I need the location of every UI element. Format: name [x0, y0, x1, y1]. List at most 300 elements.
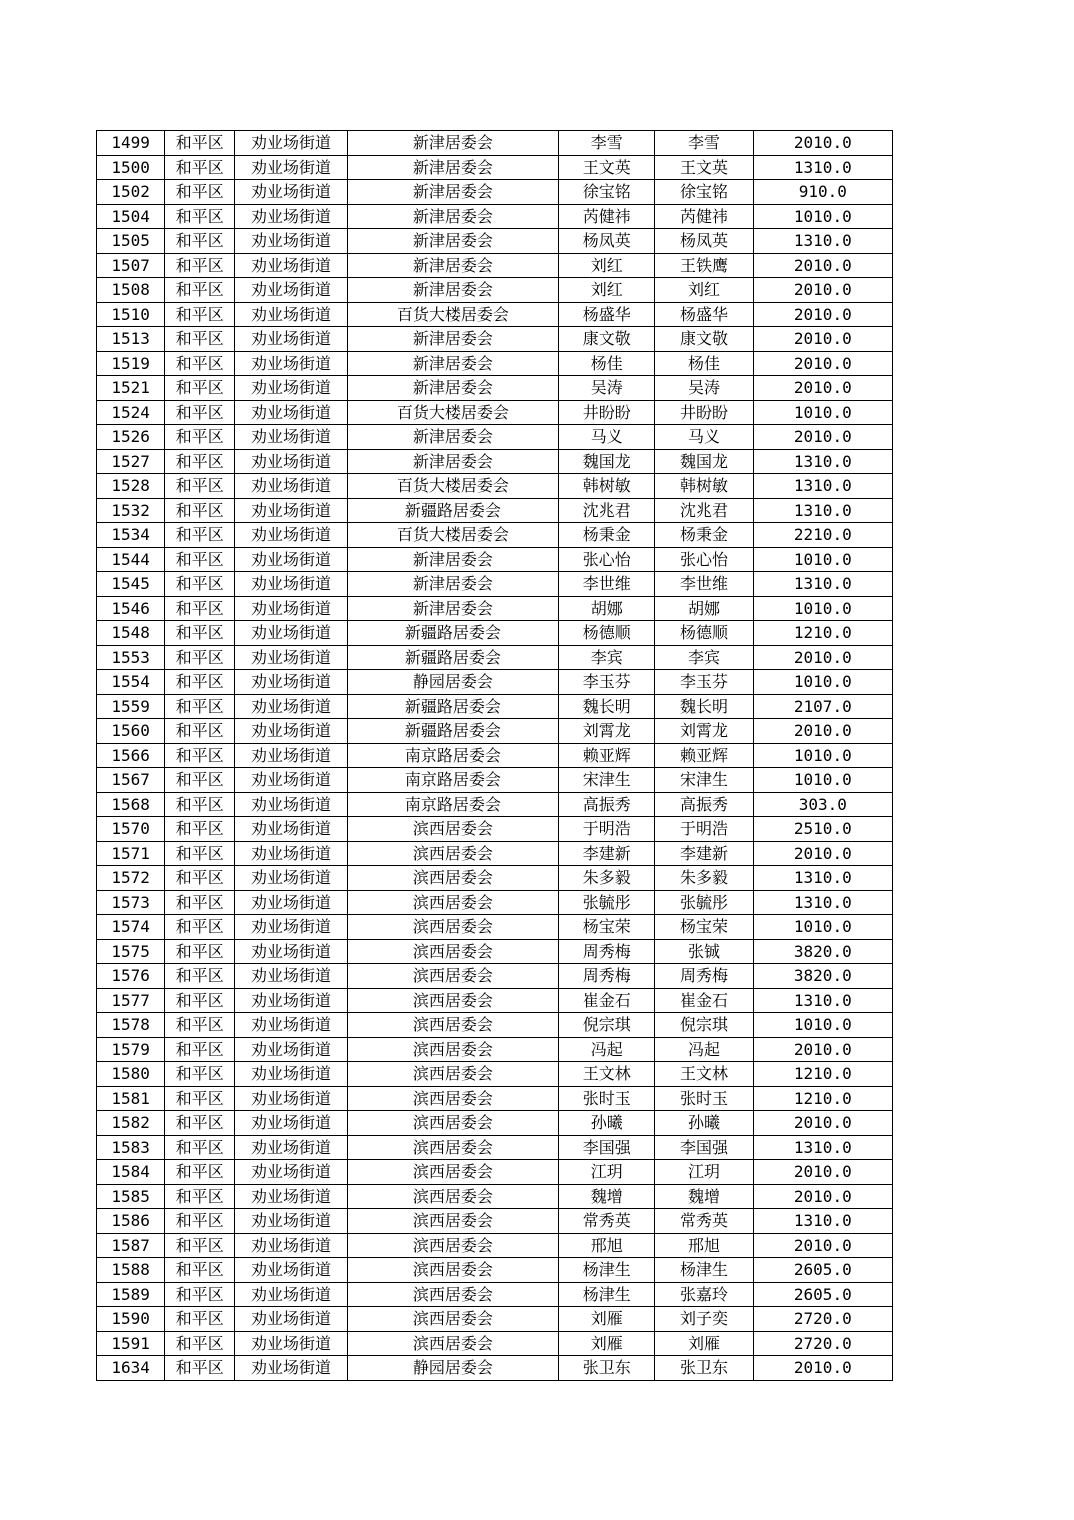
- amount-cell: 2010.0: [753, 131, 892, 156]
- applicant-cell: 李建新: [559, 841, 655, 866]
- community-cell: 滨西居委会: [347, 1086, 559, 1111]
- amount-cell: 1010.0: [753, 204, 892, 229]
- community-cell: 新津居委会: [347, 155, 559, 180]
- table-row: [97, 351, 893, 376]
- table-row: [97, 1086, 893, 1111]
- recipient-cell: 李建新: [655, 841, 753, 866]
- record-id-cell: 1589: [97, 1282, 165, 1307]
- district-cell: 和平区: [165, 670, 235, 695]
- record-id-cell: 1507: [97, 253, 165, 278]
- street-cell: 劝业场街道: [235, 645, 347, 670]
- district-cell: 和平区: [165, 915, 235, 940]
- record-id-cell: 1545: [97, 572, 165, 597]
- recipient-cell: 魏国龙: [655, 449, 753, 474]
- recipient-cell: 张嘉玲: [655, 1282, 753, 1307]
- street-cell: 劝业场街道: [235, 449, 347, 474]
- street-cell: 劝业场街道: [235, 1282, 347, 1307]
- district-cell: 和平区: [165, 768, 235, 793]
- community-cell: 滨西居委会: [347, 1111, 559, 1136]
- district-cell: 和平区: [165, 719, 235, 744]
- community-cell: 静园居委会: [347, 1356, 559, 1381]
- street-cell: 劝业场街道: [235, 572, 347, 597]
- table-row: [97, 743, 893, 768]
- table-row: [97, 1111, 893, 1136]
- district-cell: 和平区: [165, 1062, 235, 1087]
- community-cell: 新津居委会: [347, 425, 559, 450]
- amount-cell: 2010.0: [753, 302, 892, 327]
- table-row: [97, 1331, 893, 1356]
- record-id-cell: 1548: [97, 621, 165, 646]
- record-id-cell: 1502: [97, 180, 165, 205]
- community-cell: 滨西居委会: [347, 841, 559, 866]
- amount-cell: 1010.0: [753, 915, 892, 940]
- applicant-cell: 李玉芬: [559, 670, 655, 695]
- applicant-cell: 杨秉金: [559, 523, 655, 548]
- table-row: [97, 572, 893, 597]
- street-cell: 劝业场街道: [235, 229, 347, 254]
- street-cell: 劝业场街道: [235, 547, 347, 572]
- district-cell: 和平区: [165, 817, 235, 842]
- district-cell: 和平区: [165, 1111, 235, 1136]
- street-cell: 劝业场街道: [235, 327, 347, 352]
- amount-cell: 2010.0: [753, 1111, 892, 1136]
- amount-cell: 2210.0: [753, 523, 892, 548]
- table-row: [97, 400, 893, 425]
- amount-cell: 2010.0: [753, 425, 892, 450]
- applicant-cell: 李国强: [559, 1135, 655, 1160]
- district-cell: 和平区: [165, 474, 235, 499]
- table-row: [97, 866, 893, 891]
- applicant-cell: 刘雁: [559, 1331, 655, 1356]
- recipient-cell: 胡娜: [655, 596, 753, 621]
- street-cell: 劝业场街道: [235, 1037, 347, 1062]
- table-row: [97, 1184, 893, 1209]
- district-cell: 和平区: [165, 229, 235, 254]
- table-row: [97, 498, 893, 523]
- recipient-cell: 江玥: [655, 1160, 753, 1185]
- recipient-cell: 徐宝铭: [655, 180, 753, 205]
- community-cell: 南京路居委会: [347, 743, 559, 768]
- amount-cell: 2720.0: [753, 1331, 892, 1356]
- amount-cell: 910.0: [753, 180, 892, 205]
- street-cell: 劝业场街道: [235, 1013, 347, 1038]
- community-cell: 百货大楼居委会: [347, 474, 559, 499]
- community-cell: 滨西居委会: [347, 939, 559, 964]
- applicant-cell: 高振秀: [559, 792, 655, 817]
- recipient-cell: 刘子奕: [655, 1307, 753, 1332]
- community-cell: 新津居委会: [347, 327, 559, 352]
- district-cell: 和平区: [165, 1135, 235, 1160]
- amount-cell: 1310.0: [753, 572, 892, 597]
- street-cell: 劝业场街道: [235, 1111, 347, 1136]
- recipient-cell: 魏增: [655, 1184, 753, 1209]
- applicant-cell: 沈兆君: [559, 498, 655, 523]
- street-cell: 劝业场街道: [235, 596, 347, 621]
- record-id-cell: 1584: [97, 1160, 165, 1185]
- recipient-cell: 李雪: [655, 131, 753, 156]
- street-cell: 劝业场街道: [235, 890, 347, 915]
- district-cell: 和平区: [165, 841, 235, 866]
- district-cell: 和平区: [165, 939, 235, 964]
- applicant-cell: 魏国龙: [559, 449, 655, 474]
- table-row: [97, 253, 893, 278]
- district-cell: 和平区: [165, 1233, 235, 1258]
- street-cell: 劝业场街道: [235, 1135, 347, 1160]
- recipient-cell: 马义: [655, 425, 753, 450]
- street-cell: 劝业场街道: [235, 1307, 347, 1332]
- table-row: [97, 376, 893, 401]
- applicant-cell: 赖亚辉: [559, 743, 655, 768]
- community-cell: 滨西居委会: [347, 1307, 559, 1332]
- table-row: [97, 1160, 893, 1185]
- record-id-cell: 1544: [97, 547, 165, 572]
- district-cell: 和平区: [165, 131, 235, 156]
- district-cell: 和平区: [165, 964, 235, 989]
- record-id-cell: 1580: [97, 1062, 165, 1087]
- recipient-cell: 杨凤英: [655, 229, 753, 254]
- table-row: [97, 1258, 893, 1283]
- community-cell: 新津居委会: [347, 351, 559, 376]
- street-cell: 劝业场街道: [235, 131, 347, 156]
- recipient-cell: 张时玉: [655, 1086, 753, 1111]
- record-id-cell: 1524: [97, 400, 165, 425]
- community-cell: 新津居委会: [347, 547, 559, 572]
- district-cell: 和平区: [165, 449, 235, 474]
- table-row: [97, 229, 893, 254]
- applicant-cell: 刘红: [559, 278, 655, 303]
- street-cell: 劝业场街道: [235, 180, 347, 205]
- amount-cell: 2510.0: [753, 817, 892, 842]
- recipient-cell: 刘雁: [655, 1331, 753, 1356]
- table-body: [97, 131, 893, 1381]
- community-cell: 新津居委会: [347, 131, 559, 156]
- street-cell: 劝业场街道: [235, 523, 347, 548]
- district-cell: 和平区: [165, 792, 235, 817]
- applicant-cell: 胡娜: [559, 596, 655, 621]
- street-cell: 劝业场街道: [235, 1184, 347, 1209]
- community-cell: 滨西居委会: [347, 1184, 559, 1209]
- street-cell: 劝业场街道: [235, 670, 347, 695]
- street-cell: 劝业场街道: [235, 1209, 347, 1234]
- record-id-cell: 1500: [97, 155, 165, 180]
- community-cell: 滨西居委会: [347, 1209, 559, 1234]
- recipient-cell: 芮健祎: [655, 204, 753, 229]
- street-cell: 劝业场街道: [235, 1160, 347, 1185]
- table-row: [97, 474, 893, 499]
- district-cell: 和平区: [165, 596, 235, 621]
- community-cell: 新津居委会: [347, 596, 559, 621]
- street-cell: 劝业场街道: [235, 792, 347, 817]
- record-id-cell: 1591: [97, 1331, 165, 1356]
- applicant-cell: 杨盛华: [559, 302, 655, 327]
- table-row: [97, 988, 893, 1013]
- community-cell: 新疆路居委会: [347, 621, 559, 646]
- street-cell: 劝业场街道: [235, 400, 347, 425]
- community-cell: 南京路居委会: [347, 768, 559, 793]
- district-cell: 和平区: [165, 694, 235, 719]
- district-cell: 和平区: [165, 1086, 235, 1111]
- amount-cell: 2010.0: [753, 1160, 892, 1185]
- recipient-cell: 李国强: [655, 1135, 753, 1160]
- district-cell: 和平区: [165, 743, 235, 768]
- record-id-cell: 1526: [97, 425, 165, 450]
- applicant-cell: 芮健祎: [559, 204, 655, 229]
- record-id-cell: 1570: [97, 817, 165, 842]
- amount-cell: 1210.0: [753, 1062, 892, 1087]
- record-id-cell: 1571: [97, 841, 165, 866]
- applicant-cell: 刘雁: [559, 1307, 655, 1332]
- record-id-cell: 1588: [97, 1258, 165, 1283]
- table-row: [97, 1356, 893, 1381]
- applicant-cell: 崔金石: [559, 988, 655, 1013]
- street-cell: 劝业场街道: [235, 743, 347, 768]
- street-cell: 劝业场街道: [235, 817, 347, 842]
- district-cell: 和平区: [165, 302, 235, 327]
- table-row: [97, 180, 893, 205]
- applicant-cell: 冯起: [559, 1037, 655, 1062]
- record-id-cell: 1590: [97, 1307, 165, 1332]
- record-id-cell: 1559: [97, 694, 165, 719]
- table-row: [97, 890, 893, 915]
- amount-cell: 303.0: [753, 792, 892, 817]
- community-cell: 新津居委会: [347, 253, 559, 278]
- recipient-cell: 井盼盼: [655, 400, 753, 425]
- recipient-cell: 邢旭: [655, 1233, 753, 1258]
- community-cell: 新津居委会: [347, 204, 559, 229]
- applicant-cell: 于明浩: [559, 817, 655, 842]
- street-cell: 劝业场街道: [235, 474, 347, 499]
- applicant-cell: 宋津生: [559, 768, 655, 793]
- record-id-cell: 1573: [97, 890, 165, 915]
- district-cell: 和平区: [165, 1037, 235, 1062]
- district-cell: 和平区: [165, 1013, 235, 1038]
- community-cell: 滨西居委会: [347, 1062, 559, 1087]
- amount-cell: 1310.0: [753, 474, 892, 499]
- recipient-cell: 刘红: [655, 278, 753, 303]
- community-cell: 百货大楼居委会: [347, 523, 559, 548]
- record-id-cell: 1513: [97, 327, 165, 352]
- record-id-cell: 1527: [97, 449, 165, 474]
- district-cell: 和平区: [165, 400, 235, 425]
- district-cell: 和平区: [165, 890, 235, 915]
- amount-cell: 2107.0: [753, 694, 892, 719]
- district-cell: 和平区: [165, 645, 235, 670]
- table-row: [97, 1282, 893, 1307]
- applicant-cell: 李雪: [559, 131, 655, 156]
- table-row: [97, 1135, 893, 1160]
- street-cell: 劝业场街道: [235, 866, 347, 891]
- district-cell: 和平区: [165, 204, 235, 229]
- recipient-cell: 王文林: [655, 1062, 753, 1087]
- district-cell: 和平区: [165, 1258, 235, 1283]
- recipient-cell: 杨盛华: [655, 302, 753, 327]
- record-id-cell: 1534: [97, 523, 165, 548]
- street-cell: 劝业场街道: [235, 1331, 347, 1356]
- community-cell: 滨西居委会: [347, 1160, 559, 1185]
- recipient-cell: 张毓彤: [655, 890, 753, 915]
- applicant-cell: 杨津生: [559, 1258, 655, 1283]
- applicant-cell: 杨津生: [559, 1282, 655, 1307]
- record-id-cell: 1587: [97, 1233, 165, 1258]
- table-row: [97, 964, 893, 989]
- community-cell: 滨西居委会: [347, 1282, 559, 1307]
- table-row: [97, 131, 893, 156]
- applicant-cell: 杨凤英: [559, 229, 655, 254]
- applicant-cell: 韩树敏: [559, 474, 655, 499]
- recipient-cell: 孙曦: [655, 1111, 753, 1136]
- recipient-cell: 魏长明: [655, 694, 753, 719]
- record-id-cell: 1508: [97, 278, 165, 303]
- community-cell: 滨西居委会: [347, 866, 559, 891]
- table-row: [97, 670, 893, 695]
- community-cell: 南京路居委会: [347, 792, 559, 817]
- applicant-cell: 吴涛: [559, 376, 655, 401]
- applicant-cell: 徐宝铭: [559, 180, 655, 205]
- amount-cell: 1310.0: [753, 498, 892, 523]
- record-id-cell: 1576: [97, 964, 165, 989]
- record-id-cell: 1577: [97, 988, 165, 1013]
- street-cell: 劝业场街道: [235, 253, 347, 278]
- district-cell: 和平区: [165, 351, 235, 376]
- amount-cell: 2010.0: [753, 719, 892, 744]
- district-cell: 和平区: [165, 253, 235, 278]
- community-cell: 滨西居委会: [347, 915, 559, 940]
- applicant-cell: 刘红: [559, 253, 655, 278]
- record-id-cell: 1532: [97, 498, 165, 523]
- amount-cell: 2010.0: [753, 253, 892, 278]
- table-row: [97, 425, 893, 450]
- street-cell: 劝业场街道: [235, 302, 347, 327]
- district-cell: 和平区: [165, 155, 235, 180]
- record-id-cell: 1574: [97, 915, 165, 940]
- recipient-cell: 张卫东: [655, 1356, 753, 1381]
- applicant-cell: 王文林: [559, 1062, 655, 1087]
- record-id-cell: 1499: [97, 131, 165, 156]
- table-row: [97, 841, 893, 866]
- community-cell: 新疆路居委会: [347, 719, 559, 744]
- applicant-cell: 邢旭: [559, 1233, 655, 1258]
- recipient-cell: 高振秀: [655, 792, 753, 817]
- street-cell: 劝业场街道: [235, 939, 347, 964]
- amount-cell: 1310.0: [753, 890, 892, 915]
- applicant-cell: 魏增: [559, 1184, 655, 1209]
- amount-cell: 1010.0: [753, 768, 892, 793]
- amount-cell: 1010.0: [753, 400, 892, 425]
- amount-cell: 2010.0: [753, 841, 892, 866]
- applicant-cell: 张卫东: [559, 1356, 655, 1381]
- amount-cell: 1010.0: [753, 596, 892, 621]
- amount-cell: 2010.0: [753, 645, 892, 670]
- record-id-cell: 1505: [97, 229, 165, 254]
- table-row: [97, 1209, 893, 1234]
- community-cell: 新津居委会: [347, 376, 559, 401]
- district-cell: 和平区: [165, 866, 235, 891]
- community-cell: 滨西居委会: [347, 964, 559, 989]
- record-id-cell: 1586: [97, 1209, 165, 1234]
- amount-cell: 1010.0: [753, 1013, 892, 1038]
- amount-cell: 1310.0: [753, 1135, 892, 1160]
- amount-cell: 1010.0: [753, 547, 892, 572]
- applicant-cell: 倪宗琪: [559, 1013, 655, 1038]
- recipient-cell: 赖亚辉: [655, 743, 753, 768]
- recipient-cell: 沈兆君: [655, 498, 753, 523]
- community-cell: 新津居委会: [347, 278, 559, 303]
- applicant-cell: 李世维: [559, 572, 655, 597]
- applicant-cell: 张时玉: [559, 1086, 655, 1111]
- recipient-cell: 周秀梅: [655, 964, 753, 989]
- table-row: [97, 1307, 893, 1332]
- applicant-cell: 周秀梅: [559, 964, 655, 989]
- district-cell: 和平区: [165, 1209, 235, 1234]
- table-row: [97, 694, 893, 719]
- table-row: [97, 155, 893, 180]
- community-cell: 滨西居委会: [347, 1135, 559, 1160]
- amount-cell: 2010.0: [753, 327, 892, 352]
- recipient-cell: 倪宗琪: [655, 1013, 753, 1038]
- table-row: [97, 278, 893, 303]
- record-id-cell: 1572: [97, 866, 165, 891]
- district-cell: 和平区: [165, 1307, 235, 1332]
- street-cell: 劝业场街道: [235, 988, 347, 1013]
- record-id-cell: 1504: [97, 204, 165, 229]
- table-row: [97, 547, 893, 572]
- district-cell: 和平区: [165, 1184, 235, 1209]
- amount-cell: 2720.0: [753, 1307, 892, 1332]
- street-cell: 劝业场街道: [235, 155, 347, 180]
- street-cell: 劝业场街道: [235, 915, 347, 940]
- street-cell: 劝业场街道: [235, 1086, 347, 1111]
- recipient-cell: 宋津生: [655, 768, 753, 793]
- amount-cell: 2010.0: [753, 1184, 892, 1209]
- amount-cell: 1210.0: [753, 1086, 892, 1111]
- record-id-cell: 1560: [97, 719, 165, 744]
- record-id-cell: 1575: [97, 939, 165, 964]
- amount-cell: 2605.0: [753, 1258, 892, 1283]
- record-id-cell: 1521: [97, 376, 165, 401]
- street-cell: 劝业场街道: [235, 1356, 347, 1381]
- table-row: [97, 719, 893, 744]
- community-cell: 新津居委会: [347, 229, 559, 254]
- amount-cell: 1310.0: [753, 229, 892, 254]
- community-cell: 滨西居委会: [347, 890, 559, 915]
- street-cell: 劝业场街道: [235, 204, 347, 229]
- recipient-cell: 杨德顺: [655, 621, 753, 646]
- community-cell: 百货大楼居委会: [347, 302, 559, 327]
- recipient-cell: 韩树敏: [655, 474, 753, 499]
- recipient-cell: 李宾: [655, 645, 753, 670]
- amount-cell: 2010.0: [753, 278, 892, 303]
- amount-cell: 3820.0: [753, 939, 892, 964]
- record-id-cell: 1583: [97, 1135, 165, 1160]
- community-cell: 滨西居委会: [347, 988, 559, 1013]
- amount-cell: 1210.0: [753, 621, 892, 646]
- table-row: [97, 1013, 893, 1038]
- table-row: [97, 1062, 893, 1087]
- record-id-cell: 1581: [97, 1086, 165, 1111]
- record-id-cell: 1519: [97, 351, 165, 376]
- record-id-cell: 1546: [97, 596, 165, 621]
- district-cell: 和平区: [165, 376, 235, 401]
- district-cell: 和平区: [165, 621, 235, 646]
- community-cell: 新津居委会: [347, 449, 559, 474]
- community-cell: 滨西居委会: [347, 1331, 559, 1356]
- applicant-cell: 周秀梅: [559, 939, 655, 964]
- street-cell: 劝业场街道: [235, 1062, 347, 1087]
- applicant-cell: 杨德顺: [559, 621, 655, 646]
- applicant-cell: 王文英: [559, 155, 655, 180]
- table-row: [97, 768, 893, 793]
- district-cell: 和平区: [165, 327, 235, 352]
